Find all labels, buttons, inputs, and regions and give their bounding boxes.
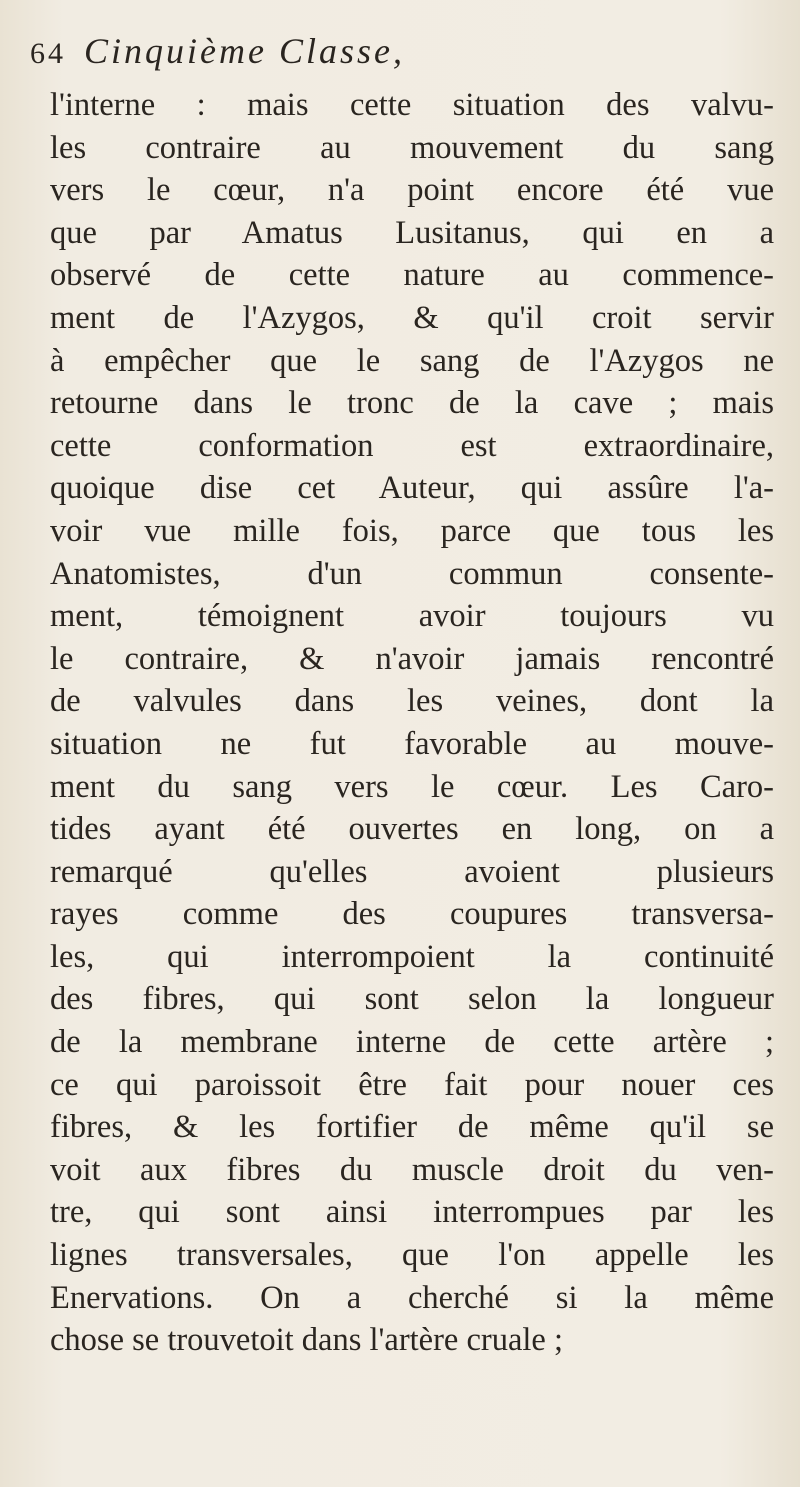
text-line: chose se trouvetoit dans l'artère cruale ; <box>50 1322 564 1359</box>
text-line: que par Amatus Lusitanus, qui en a <box>50 214 774 251</box>
page-header <box>30 30 770 80</box>
text-line: quoique dise cet Auteur, qui assûre l'a- <box>50 470 774 507</box>
page-number: 64 <box>30 37 66 70</box>
running-title: Cinquième Classe, <box>84 31 405 71</box>
text-line: ment de l'Azygos, & qu'il croit servir <box>50 299 774 336</box>
text-line: fibres, & les fortifier de même qu'il se <box>50 1109 774 1146</box>
text-line: l'interne : mais cette situation des valvu- <box>50 87 774 123</box>
text-line: rayes comme des coupures transversa- <box>50 896 774 933</box>
text-line: observé de cette nature au commence- <box>50 257 774 294</box>
text-line: voir vue mille fois, parce que tous les <box>50 512 774 549</box>
text-line: voit aux fibres du muscle droit du ven- <box>50 1151 774 1188</box>
text-line: ment du sang vers le cœur. Les Caro- <box>50 768 774 805</box>
text-line: vers le cœur, n'a point encore été vue <box>50 172 774 209</box>
text-line: tides ayant été ouvertes en long, on a <box>50 811 774 848</box>
text-line: des fibres, qui sont selon la longueur <box>50 981 774 1018</box>
text-line: les, qui interrompoient la continuité <box>50 938 774 975</box>
text-line: remarqué qu'elles avoient plusieurs <box>50 853 774 890</box>
text-line: ment, témoignent avoir toujours vu <box>50 598 774 635</box>
text-line: les contraire au mouvement du sang <box>50 129 774 166</box>
text-line: cette conformation est extraordinaire, <box>50 427 774 464</box>
text-line: situation ne fut favorable au mouve- <box>50 725 774 762</box>
text-line: tre, qui sont ainsi interrompues par les <box>50 1194 774 1231</box>
text-line: le contraire, & n'avoir jamais rencontré <box>50 640 774 677</box>
body-text <box>50 84 774 1362</box>
text-line: ce qui paroissoit être fait pour nouer ces <box>50 1066 774 1103</box>
text-line: lignes transversales, que l'on appelle les <box>50 1237 774 1274</box>
text-line: de valvules dans les veines, dont la <box>50 683 774 720</box>
text-line: Anatomistes, d'un commun consente- <box>50 555 774 592</box>
text-line: de la membrane interne de cette artère ; <box>50 1024 774 1061</box>
text-line: retourne dans le tronc de la cave ; mais <box>50 385 774 422</box>
text-line: Enervations. On a cherché si la même <box>50 1279 774 1316</box>
text-line: à empêcher que le sang de l'Azygos ne <box>50 342 774 379</box>
